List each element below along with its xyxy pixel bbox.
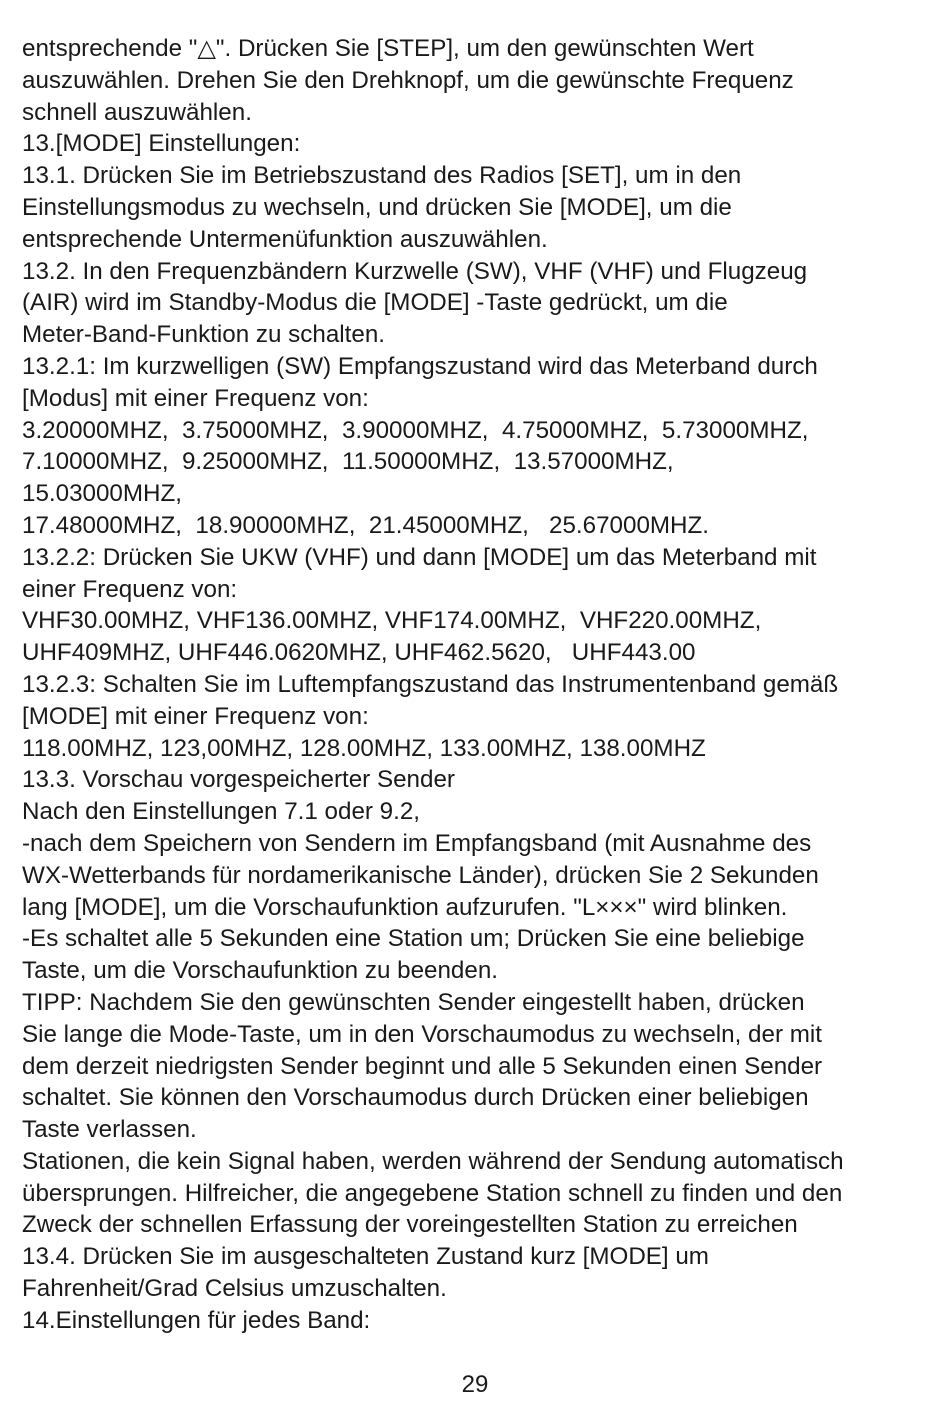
frequency-list-line: UHF409MHZ, UHF446.0620MHZ, UHF462.5620, UHF443.00 [22,639,696,667]
text-line: lang [MODE], um die Vorschaufunktion aufzurufen. "L×××" wird blinken. [22,893,788,921]
text-line: [MODE] mit einer Frequenz von: [22,702,369,730]
manual-page-body [22,33,937,1337]
text-line: Meter-Band-Funktion zu schalten. [22,321,385,349]
text-line: Taste, um die Vorschaufunktion zu beenden. [22,957,499,985]
frequency-list-line: 7.10000MHZ, 9.25000MHZ, 11.50000MHZ, 13.57000MHZ, [22,448,674,476]
text-line: Fahrenheit/Grad Celsius umzuschalten. [22,1275,447,1303]
page-number: 29 [461,1371,489,1398]
text-line: [Modus] mit einer Frequenz von: [22,384,369,412]
text-line: -nach dem Speichern von Sendern im Empfangsband (mit Ausnahme des [22,829,812,857]
section-heading-13: 13.[MODE] Einstellungen: [22,130,301,158]
text-line: 13.1. Drücken Sie im Betriebszustand des Radios [SET], um in den [22,162,742,190]
text-line: übersprungen. Hilfreicher, die angegebene Station schnell zu finden und den [22,1179,843,1207]
text-line: 13.3. Vorschau vorgespeicherter Sender [22,766,455,794]
text-line: 13.2. In den Frequenzbändern Kurzwelle (SW), VHF (VHF) und Flugzeug [22,257,808,285]
tip-line: TIPP: Nachdem Sie den gewünschten Sender eingestellt haben, drücken [22,988,805,1016]
text-line: Zweck der schnellen Erfassung der voreingestellten Station zu erreichen [22,1211,798,1239]
text-line: Nach den Einstellungen 7.1 oder 9.2, [22,798,421,826]
frequency-list-line: 17.48000MHZ, 18.90000MHZ, 21.45000MHZ, 25.67000MHZ. [22,511,710,539]
text-line: entsprechende Untermenüfunktion auszuwählen. [22,225,548,253]
text-line: 13.4. Drücken Sie im ausgeschalteten Zustand kurz [MODE] um [22,1243,709,1271]
text-line: Einstellungsmodus zu wechseln, und drücken Sie [MODE], um die [22,193,732,221]
text-line: Sie lange die Mode-Taste, um in den Vorschaumodus zu wechseln, der mit [22,1020,822,1048]
text-line: Stationen, die kein Signal haben, werden während der Sendung automatisch [22,1147,844,1175]
text-line: schnell auszuwählen. [22,98,252,126]
text-line: WX-Wetterbands für nordamerikanische Länder), drücken Sie 2 Sekunden [22,861,819,889]
text-line: einer Frequenz von: [22,575,238,603]
text-line: 13.2.1: Im kurzwelligen (SW) Empfangszustand wird das Meterband durch [22,352,818,380]
frequency-list-line: 3.20000MHZ, 3.75000MHZ, 3.90000MHZ, 4.75000MHZ, 5.73000MHZ, [22,416,809,444]
text-line: (AIR) wird im Standby-Modus die [MODE] -Taste gedrückt, um die [22,289,728,317]
text-line: dem derzeit niedrigsten Sender beginnt und alle 5 Sekunden einen Sender [22,1052,823,1080]
frequency-list-line: 15.03000MHZ, [22,480,182,508]
text-line: entsprechende "△". Drücken Sie [STEP], um den gewünschten Wert [22,35,754,62]
frequency-list-line: 118.00MHZ, 123,00MHZ, 128.00MHZ, 133.00MHZ, 138.00MHZ [22,734,706,762]
frequency-list-line: VHF30.00MHZ, VHF136.00MHZ, VHF174.00MHZ, VHF220.00MHZ, [22,607,762,635]
text-line: -Es schaltet alle 5 Sekunden eine Station um; Drücken Sie eine beliebige [22,925,805,953]
text-line: 13.2.3: Schalten Sie im Luftempfangszustand das Instrumentenband gemäß [22,670,839,698]
text-line: auszuwählen. Drehen Sie den Drehknopf, um die gewünschte Frequenz [22,66,794,94]
text-line: 13.2.2: Drücken Sie UKW (VHF) und dann [MODE] um das Meterband mit [22,543,817,571]
text-line: Taste verlassen. [22,1116,197,1144]
section-heading-14: 14.Einstellungen für jedes Band: [22,1306,371,1334]
text-line: schaltet. Sie können den Vorschaumodus durch Drücken einer beliebigen [22,1084,809,1112]
